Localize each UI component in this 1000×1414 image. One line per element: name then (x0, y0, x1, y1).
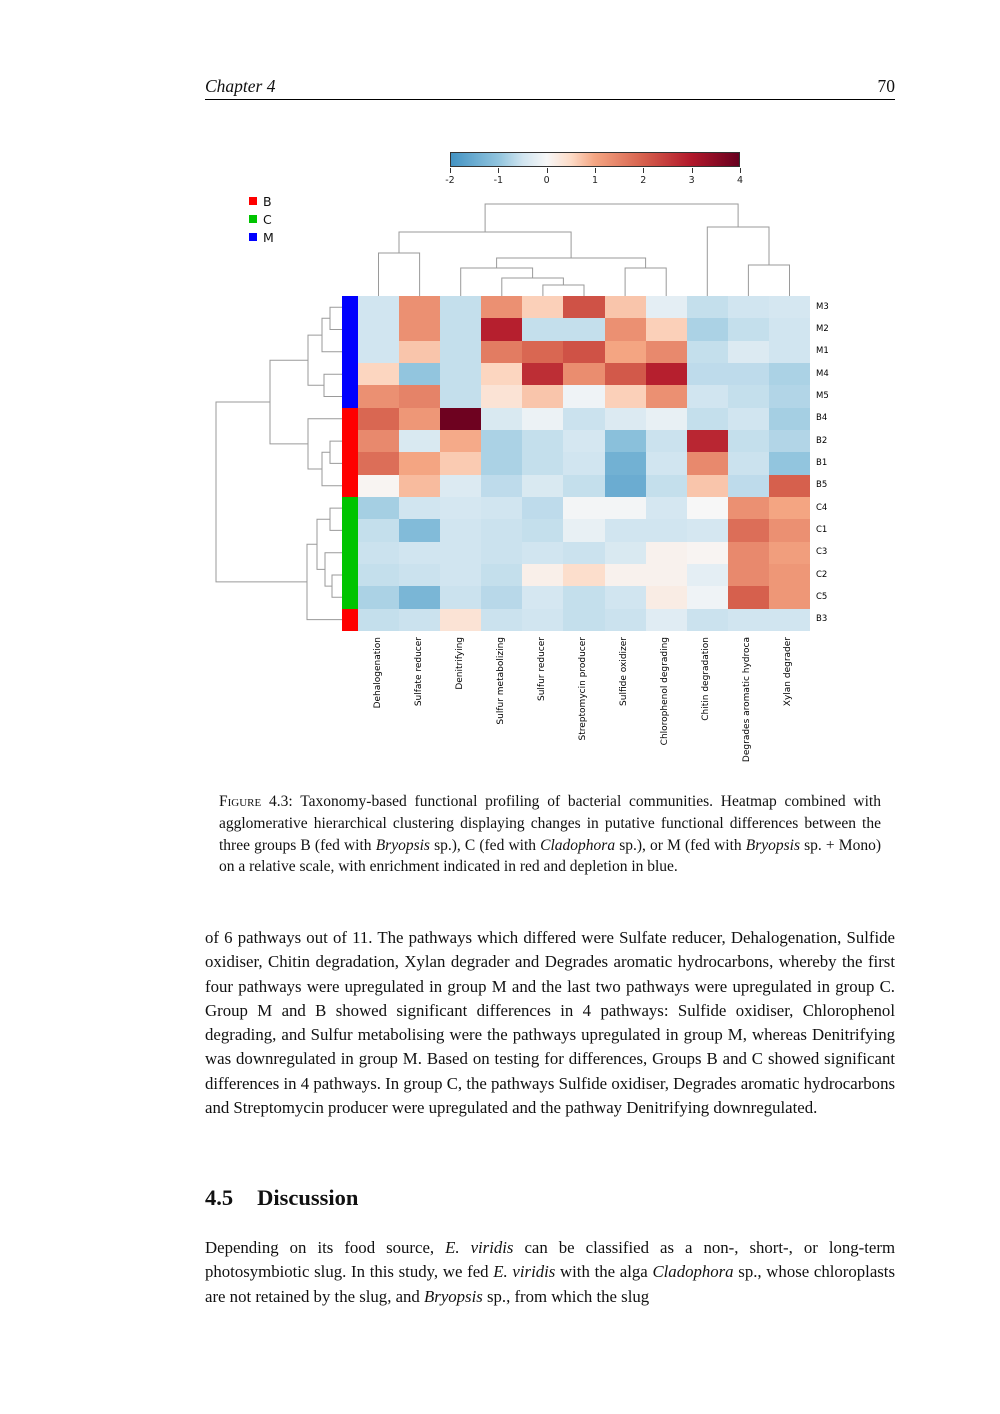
heatmap-cell-C1-4 (481, 519, 522, 541)
column-label-8: Chlorophenol degrading (660, 637, 671, 746)
heatmap-cell-C4-10 (728, 497, 769, 519)
text-segment: sp., from which the slug (482, 1286, 650, 1306)
heatmap-cell-M1-6 (563, 341, 604, 363)
column-label-3: Denitrifying (454, 637, 465, 690)
heatmap-cell-C2-4 (481, 564, 522, 586)
column-label-2: Sulfate reducer (413, 637, 424, 707)
heatmap-cell-M1-3 (440, 341, 481, 363)
heatmap-cell-C4-11 (769, 497, 810, 519)
heatmap-cell-C1-2 (399, 519, 440, 541)
heatmap-cell-M2-10 (728, 318, 769, 340)
heatmap-cell-M3-7 (605, 296, 646, 318)
heatmap-cell-C1-5 (522, 519, 563, 541)
heatmap-cell-C5-5 (522, 586, 563, 608)
heatmap-cell-B3-7 (605, 609, 646, 631)
colorbar-tick-mark (643, 168, 644, 173)
heatmap-cell-M5-8 (646, 385, 687, 407)
page-number: 70 (877, 76, 895, 96)
heatmap-cell-C1-10 (728, 519, 769, 541)
column-label-10: Degrades aromatic hydroca (742, 637, 753, 763)
heatmap-cell-B5-5 (522, 475, 563, 497)
section-title: Discussion (257, 1185, 359, 1210)
row-group-strip-B (342, 609, 358, 631)
heatmap-cell-B3-8 (646, 609, 687, 631)
colorbar (450, 152, 740, 167)
legend-label: B (263, 193, 272, 209)
heatmap-cell-M4-4 (481, 363, 522, 385)
heatmap-cell-B5-11 (769, 475, 810, 497)
heatmap-cell-M2-6 (563, 318, 604, 340)
colorbar-tick-label: 2 (640, 175, 647, 186)
heatmap-cell-M3-5 (522, 296, 563, 318)
row-group-strip-B (342, 408, 358, 430)
legend-item-B (249, 192, 274, 210)
column-label-9: Chitin degradation (701, 637, 712, 721)
heatmap-cell-B3-10 (728, 609, 769, 631)
colorbar-tick-label: -2 (445, 175, 455, 186)
body-paragraph-1: of 6 pathways out of 11. The pathways which differed were Sulfate reducer, Dehalogenation, Sulfide oxidiser, Chitin degradation, Xylan degrader and Degrades aromatic hydrocarbons, whereby the first four pathways were upregulated in group M and the last two pathways were upregulated in group C. Group M and B showed significant differences in 4 pathways: Sulfide oxidiser, Chlorophenol degrading, and Sulfur metabolising were the pathways upregulated in group M, whereas Denitrifying was downregulated in group M. Based on testing for differences, Groups B and C showed significant differences in 4 pathways. In group C, the pathways Sulfide oxidiser, Degrades aromatic hydrocarbons and Streptomycin producer were upregulated and the pathway Denitrifying downregulated. (205, 928, 895, 1118)
row-group-strip-B (342, 475, 358, 497)
row-group-strip-C (342, 519, 358, 541)
heatmap-cell-C4-7 (605, 497, 646, 519)
row-group-color-strip (342, 296, 358, 631)
legend-item-M (249, 228, 274, 246)
row-group-strip-C (342, 542, 358, 564)
heatmap-cell-M5-9 (687, 385, 728, 407)
row-label-C2: C2 (816, 569, 828, 580)
heatmap-cell-C1-6 (563, 519, 604, 541)
heatmap-cell-M3-4 (481, 296, 522, 318)
heatmap-cell-B3-2 (399, 609, 440, 631)
heatmap-cell-M4-11 (769, 363, 810, 385)
heatmap-cell-B2-6 (563, 430, 604, 452)
section-heading (205, 1185, 358, 1211)
heatmap-cell-C4-3 (440, 497, 481, 519)
italic-species-name: Cladophora (540, 836, 616, 854)
text-segment: Depending on its food source, (205, 1238, 446, 1257)
heatmap-cell-C3-10 (728, 542, 769, 564)
row-group-strip-C (342, 586, 358, 608)
heatmap-cell-C3-8 (646, 542, 687, 564)
heatmap-cell-C4-6 (563, 497, 604, 519)
column-label-1: Dehalogenation (372, 637, 383, 709)
heatmap-cell-C1-3 (440, 519, 481, 541)
heatmap-cell-B4-9 (687, 408, 728, 430)
heatmap-cell-B1-7 (605, 452, 646, 474)
heatmap-grid (358, 296, 810, 631)
heatmap-cell-C2-9 (687, 564, 728, 586)
heatmap-cell-M5-5 (522, 385, 563, 407)
italic-species-name: E. viridis (445, 1238, 514, 1257)
heatmap-cell-B5-8 (646, 475, 687, 497)
heatmap-cell-C5-9 (687, 586, 728, 608)
heatmap-cell-B2-8 (646, 430, 687, 452)
heatmap-cell-B2-1 (358, 430, 399, 452)
heatmap-cell-C3-6 (563, 542, 604, 564)
heatmap-cell-M5-10 (728, 385, 769, 407)
colorbar-tick-label: 0 (543, 175, 550, 186)
heatmap-cell-C5-2 (399, 586, 440, 608)
heatmap-cell-B4-1 (358, 408, 399, 430)
heatmap-cell-M1-4 (481, 341, 522, 363)
heatmap-cell-C5-8 (646, 586, 687, 608)
heatmap-cell-C4-4 (481, 497, 522, 519)
heatmap-cell-M1-1 (358, 341, 399, 363)
heatmap-cell-C3-9 (687, 542, 728, 564)
heatmap-cell-B1-10 (728, 452, 769, 474)
heatmap-cell-B3-5 (522, 609, 563, 631)
heatmap-cell-B1-4 (481, 452, 522, 474)
heatmap-cell-B3-9 (687, 609, 728, 631)
heatmap-cell-C1-11 (769, 519, 810, 541)
row-dendrogram (212, 296, 342, 631)
italic-species-name: Cladophora (652, 1262, 734, 1282)
colorbar-tick-mark (595, 168, 596, 173)
heatmap-cell-M1-5 (522, 341, 563, 363)
heatmap-cell-M2-9 (687, 318, 728, 340)
row-group-strip-M (342, 318, 358, 340)
heatmap-cell-M1-8 (646, 341, 687, 363)
heatmap-cell-C3-11 (769, 542, 810, 564)
heatmap-cell-B2-4 (481, 430, 522, 452)
heatmap-cell-B5-2 (399, 475, 440, 497)
heatmap-cell-C2-3 (440, 564, 481, 586)
heatmap-cell-M4-3 (440, 363, 481, 385)
row-label-C1: C1 (816, 525, 828, 535)
row-label-M3: M3 (816, 301, 829, 312)
heatmap-cell-C4-9 (687, 497, 728, 519)
heatmap-cell-M5-11 (769, 385, 810, 407)
column-label-7: Sulfide oxidizer (619, 637, 630, 706)
heatmap-cell-M1-7 (605, 341, 646, 363)
heatmap-cell-M2-11 (769, 318, 810, 340)
row-group-strip-M (342, 341, 358, 363)
heatmap-cell-M4-7 (605, 363, 646, 385)
colorbar-tick-label: -1 (493, 175, 504, 186)
heatmap-cell-C4-2 (399, 497, 440, 519)
text-segment: with the alga (555, 1262, 653, 1282)
heatmap-cell-C4-5 (522, 497, 563, 519)
heatmap-cell-C3-5 (522, 542, 563, 564)
heatmap-cell-M4-10 (728, 363, 769, 385)
row-label-B5: B5 (816, 480, 828, 491)
heatmap-cell-B1-6 (563, 452, 604, 474)
heatmap-cell-B4-8 (646, 408, 687, 430)
text-segment: sp.), or M (fed with (615, 836, 746, 854)
row-group-strip-M (342, 296, 358, 318)
heatmap-cell-M2-2 (399, 318, 440, 340)
heatmap-cell-C3-3 (440, 542, 481, 564)
heatmap-cell-B3-6 (563, 609, 604, 631)
legend-swatch-icon (249, 197, 257, 205)
row-group-strip-B (342, 430, 358, 452)
heatmap-cell-B5-10 (728, 475, 769, 497)
heatmap-cell-M4-5 (522, 363, 563, 385)
legend-label: M (263, 229, 274, 245)
heatmap-cell-C2-1 (358, 564, 399, 586)
heatmap-cell-M4-8 (646, 363, 687, 385)
heatmap-cell-C5-10 (728, 586, 769, 608)
row-label-C3: C3 (816, 547, 828, 558)
heatmap-cell-B3-1 (358, 609, 399, 631)
heatmap-cell-B1-9 (687, 452, 728, 474)
text-segment: sp.), C (fed with (429, 836, 541, 854)
heatmap-cell-C2-5 (522, 564, 563, 586)
heatmap-cell-B4-4 (481, 408, 522, 430)
heatmap-cell-M5-4 (481, 385, 522, 407)
heatmap-cell-B2-2 (399, 430, 440, 452)
heatmap-cell-C4-8 (646, 497, 687, 519)
italic-species-name: Bryopsis (745, 836, 801, 854)
heatmap-cell-C2-2 (399, 564, 440, 586)
heatmap-cell-M2-4 (481, 318, 522, 340)
heatmap-cell-C5-1 (358, 586, 399, 608)
heatmap-cell-B4-6 (563, 408, 604, 430)
heatmap-cell-C2-11 (769, 564, 810, 586)
row-label-M2: M2 (816, 324, 829, 334)
heatmap-cell-B3-3 (440, 609, 481, 631)
heatmap-cell-C5-7 (605, 586, 646, 608)
heatmap-cell-C2-10 (728, 564, 769, 586)
row-label-B3: B3 (816, 614, 828, 625)
heatmap-cell-C3-4 (481, 542, 522, 564)
heatmap-row-labels (816, 296, 856, 631)
legend-item-C (249, 210, 274, 228)
heatmap-cell-M5-7 (605, 385, 646, 407)
colorbar-tick-mark (547, 168, 548, 173)
column-dendrogram (358, 198, 810, 296)
heatmap-cell-M3-8 (646, 296, 687, 318)
heatmap-column-labels (358, 637, 810, 787)
row-label-M5: M5 (816, 391, 829, 401)
heatmap-cell-B4-2 (399, 408, 440, 430)
heatmap-cell-C5-11 (769, 586, 810, 608)
text-segment: Taxonomy-based functional profiling of bacterial communities. Heatmap combined with agglomerative hierarchical clustering displaying changes in putative functional differences between the three groups B (fed with (219, 793, 881, 854)
row-label-M4: M4 (816, 368, 829, 379)
heatmap-cell-C2-7 (605, 564, 646, 586)
heatmap-cell-M3-11 (769, 296, 810, 318)
heatmap-cell-M2-5 (522, 318, 563, 340)
colorbar-tick-mark (692, 168, 693, 173)
row-label-C4: C4 (816, 502, 828, 513)
text-segment: sp. + Mono) on a relative scale, with enrichment indicated in red and depletion in blue. (219, 836, 881, 876)
section-number: 4.5 (205, 1185, 234, 1210)
heatmap-cell-B3-11 (769, 609, 810, 631)
heatmap-cell-C1-1 (358, 519, 399, 541)
italic-species-name: Bryopsis (424, 1286, 483, 1306)
heatmap-cell-B5-7 (605, 475, 646, 497)
heatmap-cell-M2-1 (358, 318, 399, 340)
row-label-B1: B1 (816, 458, 828, 468)
heatmap-cell-B5-6 (563, 475, 604, 497)
row-group-strip-M (342, 385, 358, 407)
row-group-strip-C (342, 564, 358, 586)
heatmap-cell-M2-8 (646, 318, 687, 340)
heatmap-cell-B1-3 (440, 452, 481, 474)
row-group-strip-M (342, 363, 358, 385)
heatmap-cell-M4-6 (563, 363, 604, 385)
column-label-11: Xylan degrader (783, 637, 794, 707)
heatmap-cell-C5-4 (481, 586, 522, 608)
row-group-strip-C (342, 497, 358, 519)
column-label-6: Streptomycin producer (578, 637, 588, 741)
heatmap-cell-B1-5 (522, 452, 563, 474)
heatmap-cell-M1-10 (728, 341, 769, 363)
row-label-B4: B4 (816, 413, 828, 424)
heatmap-cell-M3-2 (399, 296, 440, 318)
heatmap-cell-C5-3 (440, 586, 481, 608)
colorbar-tick-mark (498, 168, 499, 173)
heatmap-cell-M2-7 (605, 318, 646, 340)
heatmap-cell-B2-9 (687, 430, 728, 452)
row-label-M1: M1 (816, 346, 829, 357)
heatmap-cell-B1-2 (399, 452, 440, 474)
heatmap-cell-B1-8 (646, 452, 687, 474)
heatmap-cell-M4-1 (358, 363, 399, 385)
heatmap-cell-C1-7 (605, 519, 646, 541)
heatmap-cell-B5-4 (481, 475, 522, 497)
colorbar-tick-mark (450, 168, 451, 173)
heatmap-cell-B2-7 (605, 430, 646, 452)
heatmap-cell-M3-1 (358, 296, 399, 318)
column-label-5: Sulfur reducer (536, 637, 547, 701)
heatmap-cell-C4-1 (358, 497, 399, 519)
colorbar-tick-label: 3 (688, 175, 695, 186)
text-segment: can be classified as a non-, short-, or long-term photosymbiotic slug. In this study, we fed (205, 1238, 896, 1282)
row-label-C5: C5 (816, 592, 828, 602)
legend-swatch-icon (249, 215, 257, 223)
column-label-4: Sulfur metabolizing (495, 637, 506, 725)
header-rule (205, 99, 895, 100)
heatmap-cell-B1-1 (358, 452, 399, 474)
heatmap-cell-B2-3 (440, 430, 481, 452)
heatmap-cell-M4-2 (399, 363, 440, 385)
heatmap-cell-M3-10 (728, 296, 769, 318)
heatmap-cell-B3-4 (481, 609, 522, 631)
heatmap-cell-C1-8 (646, 519, 687, 541)
heatmap-cell-B5-1 (358, 475, 399, 497)
heatmap-cell-M3-6 (563, 296, 604, 318)
row-label-B2: B2 (816, 435, 828, 446)
row-group-strip-B (342, 452, 358, 474)
colorbar-tick-label: 1 (591, 175, 599, 186)
heatmap-cell-C3-2 (399, 542, 440, 564)
figure-caption-label: Figure 4.3: (219, 793, 293, 810)
colorbar-tick-mark (740, 168, 741, 173)
italic-species-name: E. viridis (493, 1262, 556, 1282)
heatmap-cell-M4-9 (687, 363, 728, 385)
heatmap-cell-M1-2 (399, 341, 440, 363)
heatmap-cell-B2-10 (728, 430, 769, 452)
figure-caption (219, 791, 881, 878)
heatmap-cell-C2-8 (646, 564, 687, 586)
legend-label: C (263, 211, 272, 227)
colorbar-tick-label: 4 (736, 175, 744, 186)
heatmap-cell-M5-6 (563, 385, 604, 407)
text-segment: sp., whose chloroplasts are not retained by the slug, and (205, 1262, 895, 1306)
running-header-chapter: Chapter 4 (205, 76, 276, 96)
heatmap-cell-M3-3 (440, 296, 481, 318)
heatmap-cell-B4-3 (440, 408, 481, 430)
heatmap-cell-C1-9 (687, 519, 728, 541)
heatmap-cell-M5-3 (440, 385, 481, 407)
heatmap-cell-M5-1 (358, 385, 399, 407)
heatmap-cell-B5-3 (440, 475, 481, 497)
heatmap-cell-B4-11 (769, 408, 810, 430)
heatmap-cell-M2-3 (440, 318, 481, 340)
heatmap-cell-B4-10 (728, 408, 769, 430)
heatmap-cell-B4-7 (605, 408, 646, 430)
heatmap-cell-M5-2 (399, 385, 440, 407)
body-paragraph-2 (205, 1236, 895, 1309)
heatmap-cell-M1-11 (769, 341, 810, 363)
heatmap-cell-C5-6 (563, 586, 604, 608)
heatmap-cell-B1-11 (769, 452, 810, 474)
heatmap-cell-B2-5 (522, 430, 563, 452)
figure-caption-text (219, 793, 881, 875)
heatmap-cell-M1-9 (687, 341, 728, 363)
group-legend (249, 192, 274, 246)
heatmap-cell-C2-6 (563, 564, 604, 586)
heatmap-cell-B2-11 (769, 430, 810, 452)
heatmap-cell-M3-9 (687, 296, 728, 318)
italic-species-name: Bryopsis (375, 836, 430, 854)
heatmap-cell-B5-9 (687, 475, 728, 497)
heatmap-cell-C3-1 (358, 542, 399, 564)
heatmap-cell-B4-5 (522, 408, 563, 430)
heatmap-cell-C3-7 (605, 542, 646, 564)
legend-swatch-icon (249, 233, 257, 241)
